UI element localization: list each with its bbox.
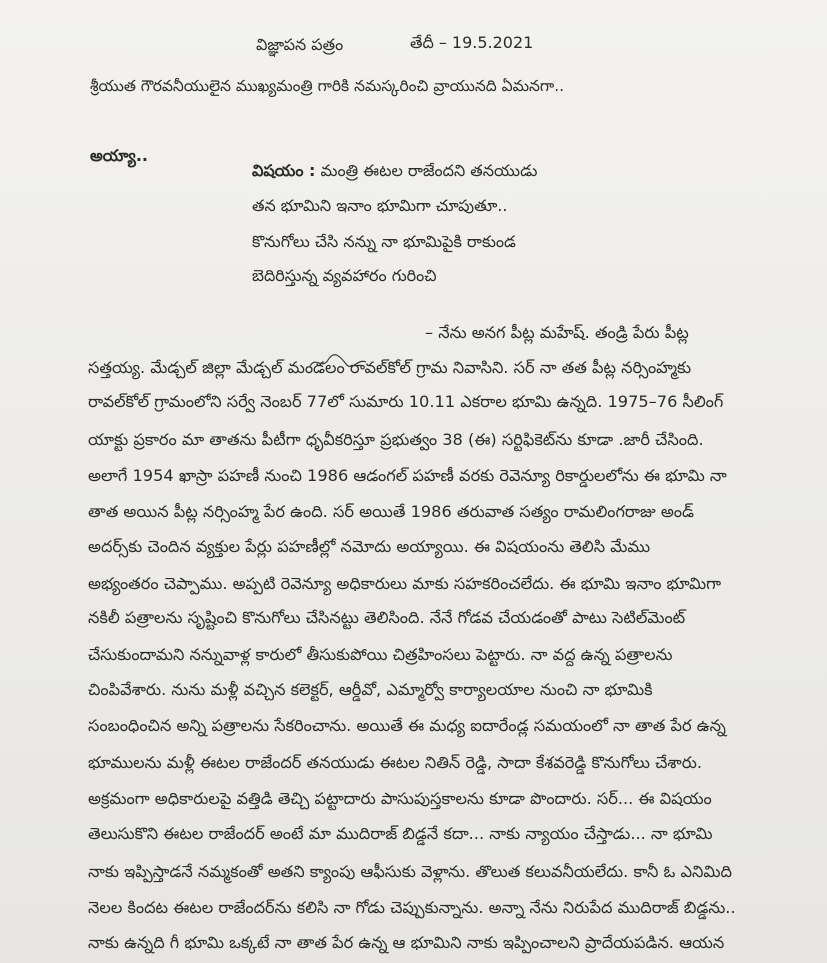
body-line: తాత అయిన పీట్ల నర్సింహ్మ పేర ఉంది. సర్ అయితే 1986 తరువాత సత్యం రామలింగరాజు అండ్ (88, 502, 694, 521)
body-line: రావల్‌కోల్ గ్రామంలోని సర్వే నెంబర్ 77లో సుమారు 10.11 ఎకరాల భూమి ఉన్నది. 1975–76 సీలింగ్ (88, 392, 724, 411)
handwritten-correction-mark (308, 352, 368, 372)
subject-label: విషయం : (252, 161, 316, 180)
body-line: నాకు ఇప్పిస్తాడనే నమ్మకంతో అతని క్యాంపు ఆఫీసుకు వెళ్లాను. తొలుత కలువనీయలేదు. కానీ ఓ ఎనిమిది (88, 862, 732, 881)
subject-line-4: బెదిరిస్తున్న వ్యవహారం గురించి (252, 266, 437, 285)
body-line: చేసుకుందామని నన్నువాళ్ల కారులో తీసుకుపోయి చిత్రహింసలు పెట్టారు. నా వద్ద ఉన్న పత్రాలను (88, 645, 673, 664)
subject-line-3: కొనుగోలు చేసి నన్ను నా భూమిపైకి రాకుండ (252, 232, 516, 251)
document-title: విజ్ఞాపన పత్రం (256, 35, 344, 54)
body-line: సత్తయ్య. మేడ్చల్ జిల్లా మేడ్చల్ మండలం రావల్‌కోల్ గ్రామ నివాసిని. సర్ నా తత పీట్ల నర్సింహ్మకు (88, 358, 692, 377)
salutation: అయ్యా.. (90, 146, 148, 165)
body-line: అలాగే 1954 ఖాస్రా పహణీ నుంచి 1986 ఆడంగల్ పహణీ వరకు రెవెన్యూ రికార్డులలోను ఈ భూమి నా (88, 466, 727, 485)
body-line: తెలుసుకొని ఈటల రాజేందర్ అంటే మా ముదిరాజ్ బిడ్డనే కదా... నాకు న్యాయం చేస్తాడు... నా భూమి (88, 824, 713, 843)
subject-line-1 (252, 160, 537, 182)
body-line: నెలల కిందట ఈటల రాజేందర్‌ను కలిసి నా గోడు చెప్పుకున్నాను. అన్నా నేను నిరుపేద ముదిరాజ్ బిడ్డను.. (88, 898, 736, 917)
body-line: నకిలీ పత్రాలను సృష్టించి కొనుగోలు చేసినట్టు తెలిసింది. నేనే గోడవ చేయడంతో పాటు సెటిల్‌మెంట్ (88, 608, 686, 627)
body-line: అక్రమంగా అధికారులపై వత్తిడి తెచ్చి పట్టాదారు పాసుపుస్తకాలను కూడా పొందారు. సర్... ఈ విషయం (88, 789, 712, 808)
body-line: భూములను మళ్లీ ఈటల రాజేందర్ తనయుడు ఈటల నితిన్ రెడ్డి, సాదా కేశవరెడ్డి కొనుగోలు చేశారు. (88, 753, 703, 772)
body-line: యాక్టు ప్రకారం మా తాతను పీటీగా ధృవీకరిస్తూ ప్రభుత్వం 38 (ఈ) సర్టిఫికెట్‌ను కూడా .జారీ చేసింది. (88, 430, 704, 449)
body-line: చింపివేశారు. నును మళ్లీ వచ్చిన కలెక్టర్, ఆర్డీవో, ఎమ్మార్వో కార్యాలయాల నుంచి నా భూమికి (88, 680, 653, 699)
greeting-line: శ్రీయుత గౌరవనీయులైన ముఖ్యమంత్రి గారికి నమస్కరించి వ్రాయునది ఏమనగా.. (90, 77, 565, 95)
subject-text-1: మంత్రి ఈటల రాజేందని తనయుడు (320, 161, 538, 180)
body-line: – నేను అనగ పీట్ల మహేష్. తండ్రి పేరు పీట్ల (425, 323, 689, 342)
document-date: తేదీ – 19.5.2021 (410, 33, 534, 52)
body-line: అభ్యంతరం చెప్పాము. అప్పటి రెవెన్యూ అధికారులు మాకు సహకరించలేదు. ఈ భూమి ఇనాం భూమిగా (88, 574, 722, 593)
body-line: నాకు ఉన్నది గీ భూమి ఒక్కటే నా తాత పేర ఉన్న ఆ భూమిని నాకు ఇప్పించాలని ప్రాదేయపడిన. ఆయన (88, 933, 725, 952)
body-line: సంబంధించిన అన్ని పత్రాలను సేకరించాను. అయితే ఈ మధ్య ఐదారేండ్ల సమయంలో నా తాత పేర ఉన్న (88, 716, 726, 735)
body-line: అదర్స్‌కు చెందిన వ్యక్తుల పేర్లు పహణీల్లో నమోదు అయ్యాయి. ఈ విషయంను తెలిసి మేము (88, 537, 651, 556)
subject-line-2: తన భూమిని ఇనాం భూమిగా చూపుతూ.. (252, 196, 508, 215)
